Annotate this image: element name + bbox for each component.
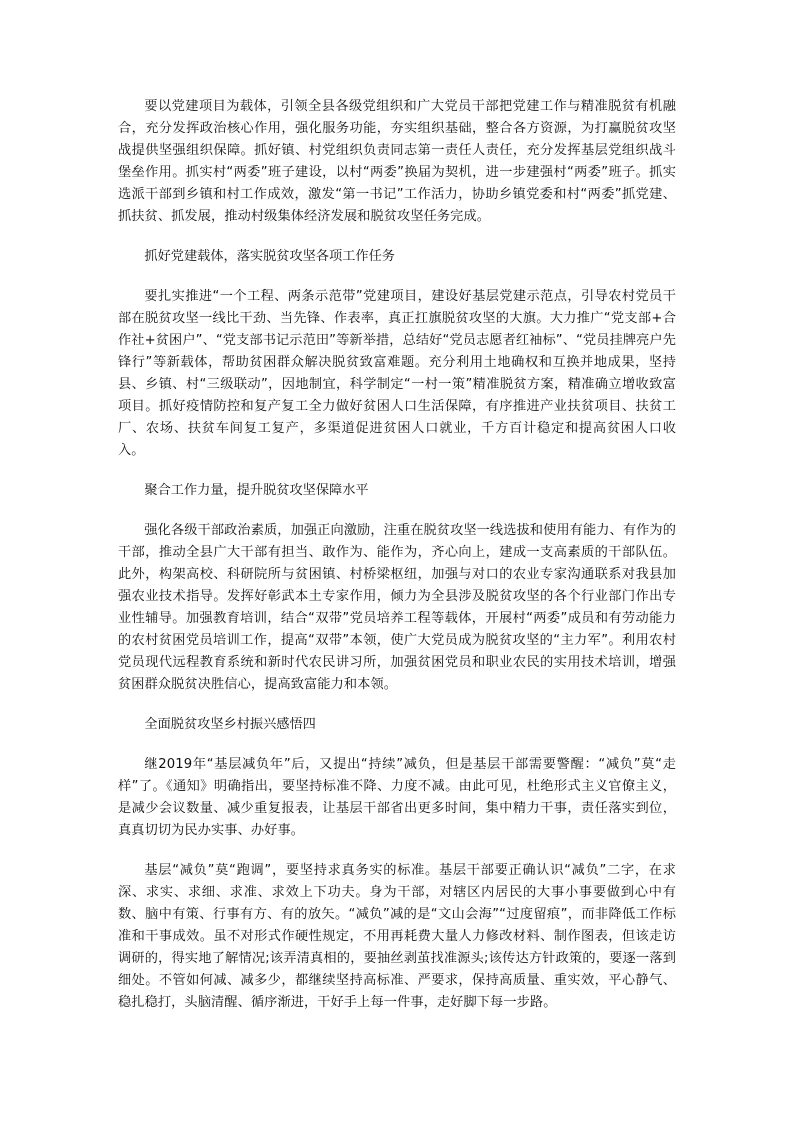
paragraph-demonstration-projects: 要扎实推进“一个工程、两条示范带”党建项目，建设好基层党建示范点，引导农村党员干部在脱贫攻坚一线比干劲、当先锋、作表率，真正扛旗脱贫攻坚的大旗。大力推广“党支部+合作社+贫困户”、“党支部书记示范田”等新举措，总结好“党员志愿者红袖标”、“党员挂牌亮户先锋行”等新载体，帮助贫困群众解决脱贫致富难题。充分利用土地确权和互换并地成果，坚持县、乡镇、村“三级联动”，因地制宜，科学制定“一村一策”精准脱贫方案，精准确立增收致富项目。抓好疫情防控和复产复工全力做好贫困人口生活保障，有序推进产业扶贫项目、扶贫工厂、农场、扶贫车间复工复产，多渠道促进贫困人口就业，千方百计稳定和提高贫困人口收入。 xyxy=(118,289,676,458)
paragraph-burden-reduction: 继2019年“基层减负年”后，又提出“持续”减负，但是基层干部需要警醒：“减负”莫“走样”了。《通知》明确指出，要坚持标准不降、力度不减。由此可见，杜绝形式主义官僚主义，是减少会议数量、减少重复报表，让基层干部省出更多时间，集中精力干事，责任落实到位，真真切切为民办实事、办好事。 xyxy=(118,757,676,838)
section-heading-reflection-four: 全面脱贫攻坚乡村振兴感悟四 xyxy=(144,717,316,732)
section-heading-tasks: 抓好党建载体，落实脱贫攻坚各项工作任务 xyxy=(144,249,395,264)
paragraph-party-building-carrier: 要以党建项目为载体，引领全县各级党组织和广大党员干部把党建工作与精准脱贫有机融合，充分发挥政治核心作用，强化服务功能，夯实组织基础，整合各方资源，为打赢脱贫攻坚战提供坚强组织保障。抓好镇、村党组织负责同志第一责任人责任，充分发挥基层党组织战斗堡垒作用。抓实村“两委”班子建设，以村“两委”换届为契机，进一步建强村“两委”班子。抓实选派干部到乡镇和村工作成效，激发“第一书记”工作活力，协助乡镇党委和村“两委”抓党建、抓扶贫、抓发展，推动村级集体经济发展和脱贫攻坚任务完成。 xyxy=(118,99,676,224)
section-heading-guarantee: 聚合工作力量，提升脱贫攻坚保障水平 xyxy=(144,483,369,498)
paragraph-practical-standards: 基层“减负”莫“跑调”，要坚持求真务实的标准。基层干部要正确认识“减负”二字，在求深、求实、求细、求准、求效上下功夫。身为干部，对辖区内居民的大事小事要做到心中有数、脑中有策、行事有方、有的放矢。“减负”减的是“文山会海”“过度留痕”，而非降低工作标准和干事成效。虽不对形式作硬性规定，不用再耗费大量人力修改材料、制作图表，但该走访调研的，得实地了解情况;该弄清真相的，要抽丝剥茧找准源头;该传达方针政策的，要逐一落到细处。不管如何减、减多少，都继续坚持高标准、严要求，保持高质量、重实效，平心静气、稳扎稳打，头脑清醒、循序渐进，干好手上每一件事，走好脚下每一步路。 xyxy=(118,863,676,1010)
document-page xyxy=(118,96,676,1014)
paragraph-cadre-training: 强化各级干部政治素质，加强正向激励，注重在脱贫攻坚一线选拔和使用有能力、有作为的干部，推动全县广大干部有担当、敢作为、能作为，齐心向上，建成一支高素质的干部队伍。此外，构架高校、科研院所与贫困镇、村桥梁枢纽，加强与对口的农业专家沟通联系对我县加强农业技术指导。发挥好彰武本土专家作用，倾力为全县涉及脱贫攻坚的各个行业部门作出专业性辅导。加强教育培训，结合“双带”党员培养工程等载体，开展村“两委”成员和有劳动能力的农村贫困党员培训工作，提高“双带”本领，使广大党员成为脱贫攻坚的“主力军”。利用农村党员现代远程教育系统和新时代农民讲习所，加强贫困党员和职业农民的实用技术培训，增强贫困群众脱贫决胜信心，提高致富能力和本领。 xyxy=(118,523,676,692)
